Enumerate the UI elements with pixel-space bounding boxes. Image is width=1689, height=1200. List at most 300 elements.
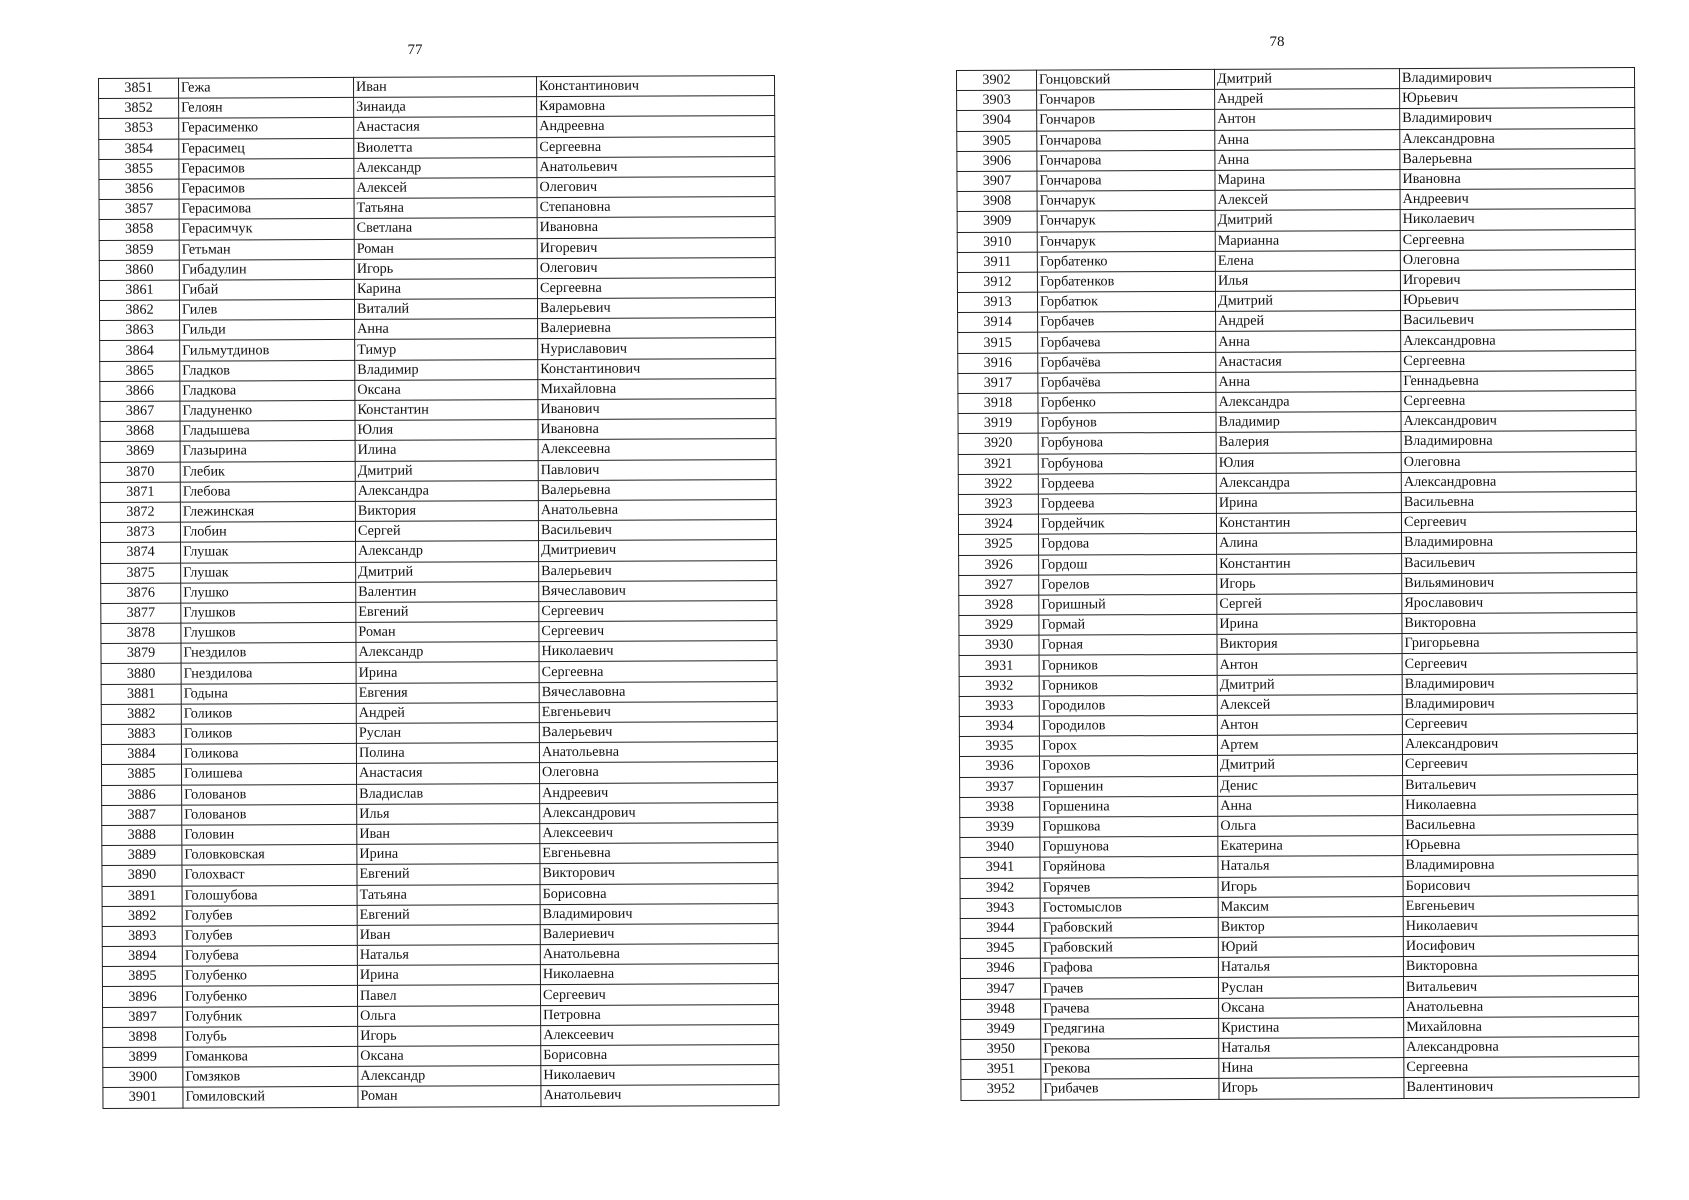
row-number-cell: 3868	[100, 421, 180, 442]
row-number-cell: 3893	[102, 926, 182, 947]
surname-cell: Гончарова	[1037, 170, 1215, 191]
row-number-cell: 3937	[960, 777, 1040, 798]
first-name-cell: Юлия	[355, 420, 538, 441]
surname-cell: Горшкова	[1040, 816, 1218, 837]
row-number-cell: 3947	[960, 979, 1040, 1000]
surname-cell: Гладышева	[180, 421, 355, 442]
patronymic-cell: Михайловна	[1404, 1016, 1639, 1037]
row-number-cell: 3924	[958, 514, 1038, 535]
row-number-cell: 3878	[101, 623, 181, 644]
patronymic-cell: Сергеевна	[1401, 391, 1636, 412]
surname-cell: Графова	[1040, 958, 1218, 979]
patronymic-cell: Сергеевич	[1402, 653, 1637, 674]
first-name-cell: Ирина	[1216, 492, 1401, 513]
first-name-cell: Виктория	[1217, 634, 1402, 655]
first-name-cell: Павел	[357, 985, 540, 1006]
patronymic-cell: Владимирович	[1400, 108, 1635, 129]
surname-cell: Гнездилова	[181, 663, 356, 684]
first-name-cell: Владимир	[1216, 412, 1401, 433]
first-name-cell: Наталья	[1218, 856, 1403, 877]
row-number-cell: 3882	[101, 704, 181, 725]
first-name-cell: Оксана	[358, 1046, 541, 1067]
surname-cell: Голишева	[181, 764, 356, 785]
row-number-cell: 3906	[957, 151, 1037, 172]
surname-cell: Грекова	[1041, 1059, 1219, 1080]
first-name-cell: Кристина	[1219, 1017, 1404, 1038]
first-name-cell: Алексей	[1217, 694, 1402, 715]
surname-cell: Горников	[1039, 655, 1217, 676]
patronymic-cell: Александрович	[1401, 411, 1636, 432]
first-name-cell: Руслан	[1218, 977, 1403, 998]
patronymic-cell: Сергеевич	[1401, 512, 1636, 533]
surname-cell: Голованов	[182, 784, 357, 805]
patronymic-cell: Васильевич	[1402, 552, 1637, 573]
surname-cell: Герасимец	[179, 138, 354, 159]
first-name-cell: Сергей	[1217, 593, 1402, 614]
row-number-cell: 3863	[100, 320, 180, 341]
patronymic-cell: Николаевна	[1403, 794, 1638, 815]
first-name-cell: Анастасия	[356, 763, 539, 784]
row-number-cell: 3898	[103, 1027, 183, 1048]
row-number-cell: 3941	[960, 857, 1040, 878]
first-name-cell: Татьяна	[354, 198, 537, 219]
row-number-cell: 3856	[99, 179, 179, 200]
name-list-table-right	[956, 67, 1639, 1101]
first-name-cell: Виктор	[1218, 916, 1403, 937]
first-name-cell: Анна	[1215, 149, 1400, 170]
surname-cell: Горбачева	[1038, 332, 1216, 353]
surname-cell: Глушков	[181, 602, 356, 623]
first-name-cell: Ольга	[358, 1005, 541, 1026]
surname-cell: Горбунова	[1038, 453, 1216, 474]
surname-cell: Голубенко	[182, 966, 357, 987]
patronymic-cell: Васильевна	[1403, 814, 1638, 835]
row-number-cell: 3881	[101, 684, 181, 705]
row-number-cell: 3909	[957, 211, 1037, 232]
surname-cell: Гостомыслов	[1040, 897, 1218, 918]
patronymic-cell: Владимирович	[1402, 693, 1637, 714]
surname-cell: Горелов	[1039, 574, 1217, 595]
row-number-cell: 3860	[99, 260, 179, 281]
surname-cell: Голубенко	[182, 986, 357, 1007]
row-number-cell: 3925	[959, 534, 1039, 555]
patronymic-cell: Сергеевич	[1402, 714, 1637, 735]
first-name-cell: Марианна	[1215, 230, 1400, 251]
patronymic-cell: Александровна	[1400, 128, 1635, 149]
patronymic-cell: Викторович	[540, 863, 778, 884]
row-number-cell: 3922	[958, 474, 1038, 495]
surname-cell: Голикова	[181, 744, 356, 765]
first-name-cell: Роман	[356, 622, 539, 643]
patronymic-cell: Валерьевна	[1400, 148, 1635, 169]
row-number-cell: 3889	[102, 845, 182, 866]
patronymic-cell: Викторовна	[1402, 613, 1637, 634]
first-name-cell: Игорь	[354, 258, 537, 279]
surname-cell: Горбачёва	[1038, 352, 1216, 373]
surname-cell: Глушко	[181, 582, 356, 603]
row-number-cell: 3921	[958, 454, 1038, 475]
surname-cell: Горячев	[1040, 877, 1218, 898]
row-number-cell: 3897	[103, 1007, 183, 1028]
row-number-cell: 3910	[957, 232, 1037, 253]
patronymic-cell: Иосифович	[1403, 936, 1638, 957]
surname-cell: Горников	[1039, 675, 1217, 696]
row-number-cell: 3895	[102, 966, 182, 987]
first-name-cell: Тимур	[355, 339, 538, 360]
row-number-cell: 3886	[102, 785, 182, 806]
patronymic-cell: Игоревич	[537, 237, 775, 258]
surname-cell: Гончаров	[1037, 90, 1215, 111]
first-name-cell: Владимир	[355, 359, 538, 380]
first-name-cell: Илья	[357, 803, 540, 824]
first-name-cell: Дмитрий	[1215, 291, 1400, 312]
surname-cell: Гормай	[1039, 614, 1217, 635]
row-number-cell: 3915	[958, 333, 1038, 354]
surname-cell: Гордош	[1039, 554, 1217, 575]
first-name-cell: Анна	[355, 319, 538, 340]
patronymic-cell: Анатольевич	[541, 1085, 779, 1106]
surname-cell: Гладков	[180, 360, 355, 381]
row-number-cell: 3912	[957, 272, 1037, 293]
patronymic-cell: Ивановна	[538, 419, 776, 440]
first-name-cell: Ирина	[357, 844, 540, 865]
row-number-cell: 3858	[99, 219, 179, 240]
row-number-cell: 3942	[960, 878, 1040, 899]
first-name-cell: Александр	[356, 642, 539, 663]
surname-cell: Горох	[1039, 736, 1217, 757]
patronymic-cell: Владимировна	[1401, 431, 1636, 452]
row-number-cell: 3894	[102, 946, 182, 967]
first-name-cell: Валентин	[356, 581, 539, 602]
surname-cell: Горбенко	[1038, 392, 1216, 413]
patronymic-cell: Евгеньевич	[539, 701, 777, 722]
row-number-cell: 3872	[100, 502, 180, 523]
row-number-cell: 3861	[99, 280, 179, 301]
surname-cell: Герасимчук	[179, 219, 354, 240]
page-right	[956, 67, 1639, 1101]
table-row	[103, 1085, 779, 1108]
row-number-cell: 3938	[960, 797, 1040, 818]
patronymic-cell: Нурисл﻿авович	[538, 338, 776, 359]
first-name-cell: Светлана	[354, 218, 537, 239]
surname-cell: Голиков	[181, 723, 356, 744]
surname-cell: Гонцовский	[1037, 69, 1215, 90]
patronymic-cell: Васильевич	[1401, 310, 1636, 331]
patronymic-cell: Ивановна	[1400, 168, 1635, 189]
first-name-cell: Оксана	[355, 379, 538, 400]
row-number-cell: 3946	[960, 958, 1040, 979]
row-number-cell: 3945	[960, 938, 1040, 959]
first-name-cell: Александр	[358, 1066, 541, 1087]
first-name-cell: Александр	[356, 541, 539, 562]
patronymic-cell: Борисовна	[541, 1045, 779, 1066]
first-name-cell: Анастасия	[1216, 351, 1401, 372]
surname-cell: Гетьман	[179, 239, 354, 260]
row-number-cell: 3940	[960, 837, 1040, 858]
first-name-cell: Илина	[355, 440, 538, 461]
first-name-cell: Евгений	[357, 904, 540, 925]
first-name-cell: Дмитрий	[1217, 674, 1402, 695]
first-name-cell: Антон	[1217, 715, 1402, 736]
row-number-cell: 3948	[961, 999, 1041, 1020]
first-name-cell: Александр	[354, 157, 537, 178]
surname-cell: Герасимов	[179, 158, 354, 179]
row-number-cell: 3916	[958, 353, 1038, 374]
patronymic-cell: Алексеевич	[540, 822, 778, 843]
page-number-left: 77	[407, 42, 423, 58]
row-number-cell: 3859	[99, 240, 179, 261]
patronymic-cell: Валерьевич	[537, 298, 775, 319]
surname-cell: Гончарук	[1037, 211, 1215, 232]
patronymic-cell: Васильевич	[538, 520, 776, 541]
row-number-cell: 3857	[99, 199, 179, 220]
patronymic-cell: Борисовна	[540, 883, 778, 904]
surname-cell: Гладкова	[180, 380, 355, 401]
patronymic-cell: Вильяминович	[1402, 572, 1637, 593]
first-name-cell: Руслан	[356, 723, 539, 744]
surname-cell: Гончарук	[1037, 190, 1215, 211]
first-name-cell: Анастасия	[354, 117, 537, 138]
first-name-cell: Анна	[1216, 371, 1401, 392]
patronymic-cell: Сергеевич	[540, 984, 778, 1005]
surname-cell: Грибачев	[1041, 1079, 1219, 1100]
surname-cell: Годына	[181, 683, 356, 704]
patronymic-cell: Анатольевна	[540, 944, 778, 965]
row-number-cell: 3887	[102, 805, 182, 826]
patronymic-cell: Андреевна	[537, 116, 775, 137]
patronymic-cell: Владимирович	[1402, 673, 1637, 694]
patronymic-cell: Кярамовна	[537, 96, 775, 117]
patronymic-cell: Олеговна	[1401, 451, 1636, 472]
surname-cell: Глушак	[181, 542, 356, 563]
first-name-cell: Евгения	[356, 682, 539, 703]
surname-cell: Глебова	[180, 481, 355, 502]
row-number-cell: 3884	[101, 744, 181, 765]
row-number-cell: 3865	[100, 361, 180, 382]
patronymic-cell: Олеговна	[539, 762, 777, 783]
row-number-cell: 3908	[957, 191, 1037, 212]
patronymic-cell: Дмитриевич	[539, 540, 777, 561]
patronymic-cell: Сергеевна	[1404, 1057, 1639, 1078]
row-number-cell: 3918	[958, 393, 1038, 414]
page-left	[98, 75, 779, 1109]
patronymic-cell: Олегович	[537, 257, 775, 278]
name-list-table-left	[98, 75, 779, 1109]
surname-cell: Гордеева	[1038, 473, 1216, 494]
patronymic-cell: Витальевич	[1403, 774, 1638, 795]
surname-cell: Глебик	[180, 461, 355, 482]
row-number-cell: 3864	[100, 341, 180, 362]
first-name-cell: Сергей	[355, 521, 538, 542]
patronymic-cell: Андреевич	[540, 782, 778, 803]
first-name-cell: Виолетта	[354, 137, 537, 158]
patronymic-cell: Вячеславовна	[539, 681, 777, 702]
surname-cell: Гончарук	[1037, 231, 1215, 252]
row-number-cell: 3927	[959, 575, 1039, 596]
first-name-cell: Полина	[356, 743, 539, 764]
first-name-cell: Анна	[1215, 129, 1400, 150]
surname-cell: Головковская	[182, 845, 357, 866]
first-name-cell: Татьяна	[357, 884, 540, 905]
patronymic-cell: Анатольевич	[537, 156, 775, 177]
first-name-cell: Юлия	[1216, 452, 1401, 473]
surname-cell: Гибай	[179, 279, 354, 300]
first-name-cell: Алексей	[354, 178, 537, 199]
row-number-cell: 3890	[102, 865, 182, 886]
patronymic-cell: Иванович	[538, 399, 776, 420]
first-name-cell: Ирина	[357, 965, 540, 986]
patronymic-cell: Юрьевич	[1400, 88, 1635, 109]
surname-cell: Голиков	[181, 703, 356, 724]
surname-cell: Горишный	[1039, 594, 1217, 615]
first-name-cell: Виктория	[355, 501, 538, 522]
row-number-cell: 3917	[958, 373, 1038, 394]
row-number-cell: 3933	[959, 696, 1039, 717]
patronymic-cell: Сергеевна	[539, 661, 777, 682]
row-number-cell: 3930	[959, 635, 1039, 656]
first-name-cell: Игорь	[358, 1025, 541, 1046]
first-name-cell: Иван	[353, 77, 536, 98]
row-number-cell: 3873	[100, 522, 180, 543]
surname-cell: Гоманкова	[183, 1046, 358, 1067]
first-name-cell: Антон	[1215, 109, 1400, 130]
patronymic-cell: Александрович	[540, 802, 778, 823]
row-number-cell: 3883	[101, 724, 181, 745]
patronymic-cell: Ивановна	[537, 217, 775, 238]
row-number-cell: 3867	[100, 401, 180, 422]
row-number-cell: 3888	[102, 825, 182, 846]
first-name-cell: Андрей	[1215, 89, 1400, 110]
surname-cell: Голубь	[183, 1026, 358, 1047]
surname-cell: Герасимова	[179, 199, 354, 220]
patronymic-cell: Васильевна	[1401, 491, 1636, 512]
row-number-cell: 3904	[957, 111, 1037, 132]
first-name-cell: Иван	[357, 924, 540, 945]
patronymic-cell: Анатольевна	[539, 742, 777, 763]
row-number-cell: 3944	[960, 918, 1040, 939]
first-name-cell: Андрей	[1216, 311, 1401, 332]
row-number-cell: 3935	[959, 736, 1039, 757]
surname-cell: Гончарова	[1037, 150, 1215, 171]
first-name-cell: Виталий	[354, 299, 537, 320]
patronymic-cell: Константинович	[536, 76, 774, 97]
patronymic-cell: Евгеньевна	[540, 843, 778, 864]
row-number-cell: 3907	[957, 171, 1037, 192]
surname-cell: Грачева	[1041, 998, 1219, 1019]
surname-cell: Грекова	[1041, 1038, 1219, 1059]
first-name-cell: Владислав	[357, 783, 540, 804]
patronymic-cell: Сергеевна	[1401, 350, 1636, 371]
first-name-cell: Евгений	[356, 601, 539, 622]
first-name-cell: Зинаида	[354, 97, 537, 118]
surname-cell: Голубев	[182, 925, 357, 946]
patronymic-cell: Анатольевна	[1404, 996, 1639, 1017]
first-name-cell: Дмитрий	[356, 561, 539, 582]
first-name-cell: Оксана	[1219, 997, 1404, 1018]
surname-cell: Герасимов	[179, 178, 354, 199]
patronymic-cell: Петровна	[541, 1004, 779, 1025]
first-name-cell: Максим	[1218, 896, 1403, 917]
first-name-cell: Игорь	[1217, 573, 1402, 594]
row-number-cell: 3851	[99, 78, 179, 99]
first-name-cell: Константин	[1216, 513, 1401, 534]
row-number-cell: 3871	[100, 482, 180, 503]
patronymic-cell: Сергеевна	[537, 136, 775, 157]
surname-cell: Головин	[182, 824, 357, 845]
row-number-cell: 3879	[101, 643, 181, 664]
row-number-cell: 3891	[102, 886, 182, 907]
row-number-cell: 3920	[958, 434, 1038, 455]
surname-cell: Глушак	[181, 562, 356, 583]
surname-cell: Горшунова	[1040, 836, 1218, 857]
row-number-cell: 3911	[957, 252, 1037, 273]
surname-cell: Городилов	[1039, 695, 1217, 716]
patronymic-cell: Владимирович	[540, 903, 778, 924]
first-name-cell: Анна	[1218, 795, 1403, 816]
row-number-cell: 3854	[99, 139, 179, 160]
first-name-cell: Евгений	[357, 864, 540, 885]
row-number-cell: 3875	[101, 563, 181, 584]
page-number-right: 78	[1269, 34, 1285, 50]
surname-cell: Гончарова	[1037, 130, 1215, 151]
patronymic-cell: Геннадьевна	[1401, 370, 1636, 391]
row-number-cell: 3932	[959, 676, 1039, 697]
first-name-cell: Иван	[357, 824, 540, 845]
surname-cell: Глазырина	[180, 441, 355, 462]
first-name-cell: Юрий	[1218, 937, 1403, 958]
patronymic-cell: Николаевна	[540, 964, 778, 985]
surname-cell: Голубник	[183, 1006, 358, 1027]
first-name-cell: Алексей	[1215, 190, 1400, 211]
first-name-cell: Илья	[1215, 270, 1400, 291]
first-name-cell: Дмитрий	[1215, 210, 1400, 231]
row-number-cell: 3855	[99, 159, 179, 180]
surname-cell: Грабовский	[1040, 937, 1218, 958]
surname-cell: Гредягина	[1041, 1018, 1219, 1039]
surname-cell: Гилев	[179, 299, 354, 320]
patronymic-cell: Алексеевна	[538, 439, 776, 460]
patronymic-cell: Валерьевич	[539, 722, 777, 743]
row-number-cell: 3914	[958, 312, 1038, 333]
surname-cell: Горбатюк	[1037, 291, 1215, 312]
row-number-cell: 3876	[101, 583, 181, 604]
patronymic-cell: Алексеевич	[541, 1024, 779, 1045]
row-number-cell: 3885	[101, 765, 181, 786]
surname-cell: Городилов	[1039, 715, 1217, 736]
patronymic-cell: Александровна	[1404, 1037, 1639, 1058]
surname-cell: Голошубова	[182, 885, 357, 906]
surname-cell: Гежа	[179, 77, 354, 98]
surname-cell: Глобин	[180, 522, 355, 543]
row-number-cell: 3901	[103, 1088, 183, 1109]
surname-cell: Голубева	[182, 945, 357, 966]
first-name-cell: Дмитрий	[1214, 69, 1399, 90]
surname-cell: Горохов	[1039, 756, 1217, 777]
surname-cell: Гомзяков	[183, 1067, 358, 1088]
patronymic-cell: Григорьевна	[1402, 633, 1637, 654]
patronymic-cell: Степановна	[537, 197, 775, 218]
surname-cell: Горбачёва	[1038, 372, 1216, 393]
surname-cell: Горбатенко	[1037, 251, 1215, 272]
row-number-cell: 3923	[958, 494, 1038, 515]
surname-cell: Гелоян	[179, 98, 354, 119]
row-number-cell: 3877	[101, 603, 181, 624]
surname-cell: Горбатенков	[1037, 271, 1215, 292]
patronymic-cell: Анатольевна	[538, 499, 776, 520]
row-number-cell: 3905	[957, 131, 1037, 152]
row-number-cell: 3952	[961, 1080, 1041, 1101]
patronymic-cell: Валериевна	[538, 318, 776, 339]
